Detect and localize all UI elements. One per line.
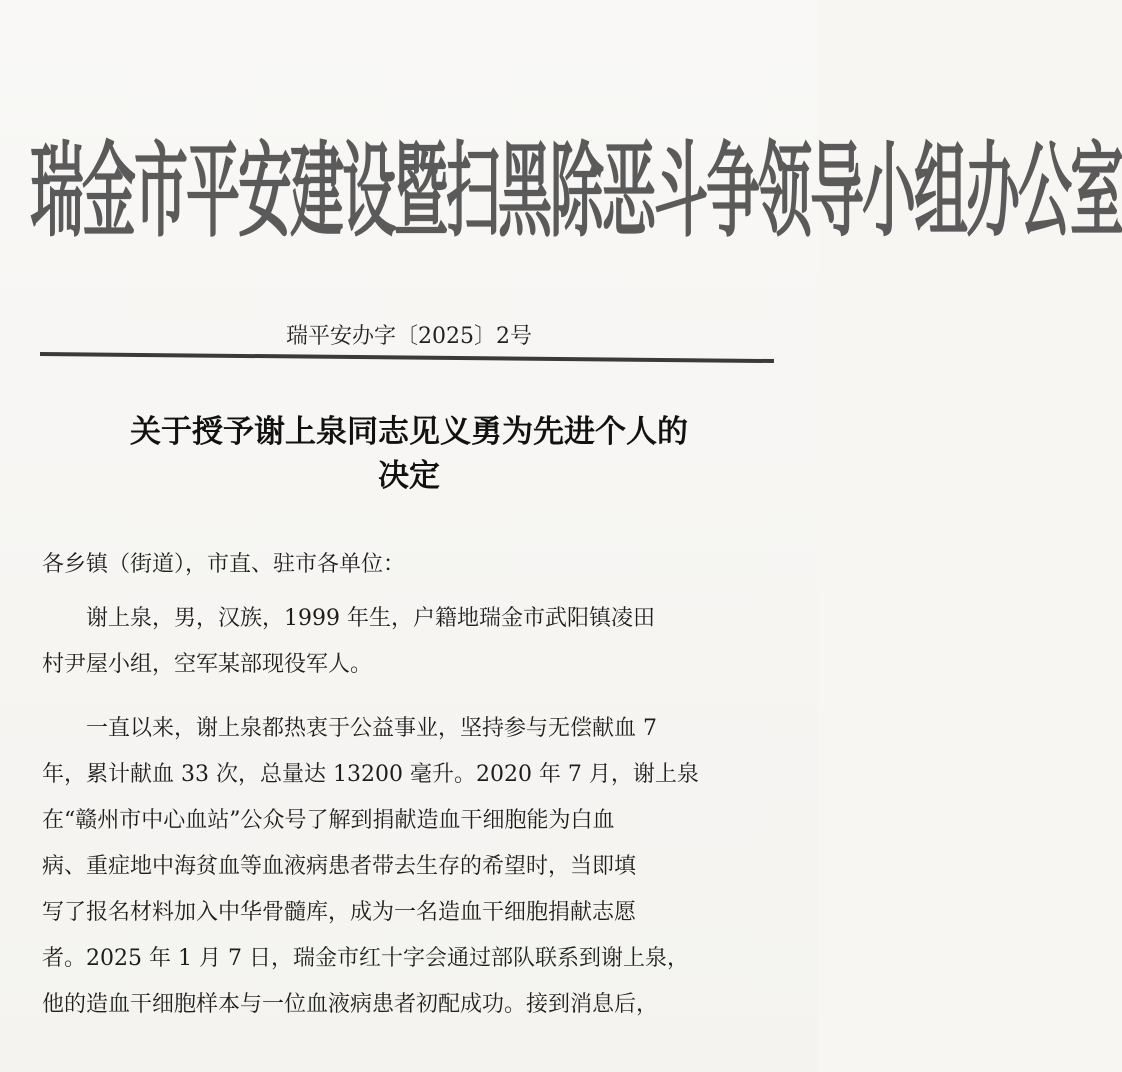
paragraph-line: 者。2025 年 1 月 7 日，瑞金市红十字会通过部队联系到谢上泉， bbox=[42, 946, 689, 971]
organization-header: 瑞金市平安建设暨扫黑除恶斗争领导小组办公室 bbox=[30, 131, 1122, 252]
paragraph-line: 他的造血干细胞样本与一位血液病患者初配成功。接到消息后， bbox=[42, 992, 659, 1017]
paragraph-deeds bbox=[42, 706, 782, 1028]
document-number: 瑞平安办字〔2025〕2号 bbox=[286, 324, 532, 349]
paragraph-line: 一直以来，谢上泉都热衷于公益事业，坚持参与无偿献血 7 bbox=[86, 716, 657, 741]
paragraph-personal-info bbox=[42, 596, 782, 688]
paragraph-line: 谢上泉，男，汉族，1999 年生，户籍地瑞金市武阳镇凌田 bbox=[86, 606, 655, 631]
title-line-2: 决定 bbox=[378, 458, 440, 494]
paragraph-line: 病、重症地中海贫血等血液病患者带去生存的希望时，当即填 bbox=[42, 854, 637, 879]
paragraph-line: 在“赣州市中心血站”公众号了解到捐献造血干细胞能为白血 bbox=[42, 808, 615, 833]
paragraph-line: 村尹屋小组，空军某部现役军人。 bbox=[42, 652, 373, 677]
document-title bbox=[50, 410, 768, 498]
paragraph-line: 年，累计献血 33 次，总量达 13200 毫升。2020 年 7 月，谢上泉 bbox=[42, 762, 699, 787]
title-line-1: 关于授予谢上泉同志见义勇为先进个人的 bbox=[130, 414, 688, 450]
salutation: 各乡镇（街道），市直、驻市各单位： bbox=[42, 552, 406, 577]
paragraph-line: 写了报名材料加入中华骨髓库，成为一名造血干细胞捐献志愿 bbox=[42, 900, 637, 925]
